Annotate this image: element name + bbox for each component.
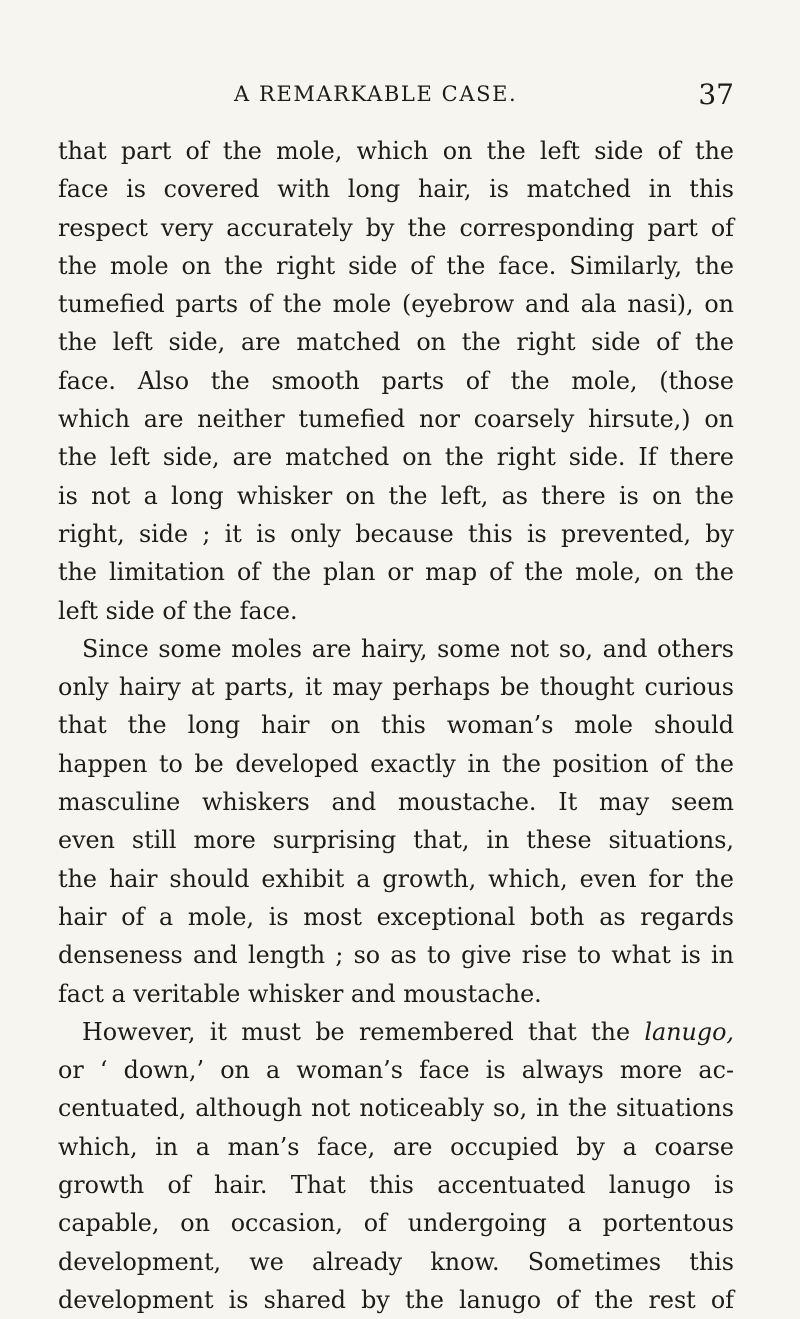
- text-line: that part of the mole, which on the left side of the: [58, 137, 734, 165]
- text-line: the mole on the right side of the face. Similarly, the: [58, 251, 734, 280]
- text-fragment: However, it must be remembered that the: [82, 1017, 631, 1046]
- text-line: the left side, are matched on the right side. If there: [58, 443, 734, 472]
- text-line: growth of hair. That this accentuated lanugo is: [58, 1171, 734, 1200]
- text-line: which are neither tumefied nor coarsely hirsute,) on: [58, 405, 734, 434]
- text-line: hair of a mole, is most exceptional both as regards: [58, 902, 734, 931]
- running-head-title: A REMARKABLE CASE.: [234, 82, 518, 106]
- text-line: masculine whiskers and moustache. It may seem: [58, 788, 734, 817]
- text-line: tumefied parts of the mole (eyebrow and ala nasi), on: [58, 290, 734, 319]
- text-line: respect very accurately by the corresponding part of: [58, 213, 734, 242]
- text-line: Since some moles are hairy, some not so, and others: [82, 634, 734, 663]
- text-line: happen to be developed exactly in the position of the: [58, 749, 734, 778]
- body-text: [58, 132, 734, 1319]
- text-line: or ‘ down,’ on a woman’s face is always more ac-: [58, 1056, 734, 1085]
- text-line: only hairy at parts, it may perhaps be thought curious: [58, 673, 734, 702]
- italic-term-lanugo: lanugo,: [644, 1017, 734, 1046]
- text-line: left side of the face.: [58, 596, 298, 625]
- text-line: even still more surprising that, in these situations,: [58, 826, 734, 855]
- text-line: face is covered with long hair, is matched in this: [58, 175, 734, 204]
- text-line: development, we already know. Sometimes this: [58, 1247, 734, 1276]
- text-line: denseness and length ; so as to give rise to what is in: [58, 941, 734, 970]
- text-line: the hair should exhibit a growth, which, even for the: [58, 864, 734, 893]
- text-line: [58, 1013, 734, 1051]
- paragraph: [58, 630, 734, 1013]
- paragraph: [58, 132, 734, 630]
- text-line: face. Also the smooth parts of the mole, (those: [58, 366, 734, 395]
- text-line: the left side, are matched on the right side of the: [58, 328, 734, 357]
- text-line: right, side ; it is only because this is prevented, by: [58, 519, 734, 548]
- text-line: that the long hair on this woman’s mole should: [58, 711, 734, 740]
- text-line: capable, on occasion, of undergoing a portentous: [58, 1209, 734, 1238]
- page-number: 37: [698, 78, 734, 111]
- text-line: fact a veritable whisker and moustache.: [58, 979, 542, 1008]
- text-line: centuated, although not noticeably so, in the situations: [58, 1094, 734, 1123]
- text-line: which, in a man’s face, are occupied by a coarse: [58, 1132, 734, 1161]
- text-line: development is shared by the lanugo of the rest of: [58, 1285, 734, 1314]
- running-head: [58, 78, 734, 120]
- text-line: the limitation of the plan or map of the mole, on the: [58, 558, 734, 587]
- text-line: is not a long whisker on the left, as there is on the: [58, 481, 734, 510]
- paragraph: [58, 1013, 734, 1319]
